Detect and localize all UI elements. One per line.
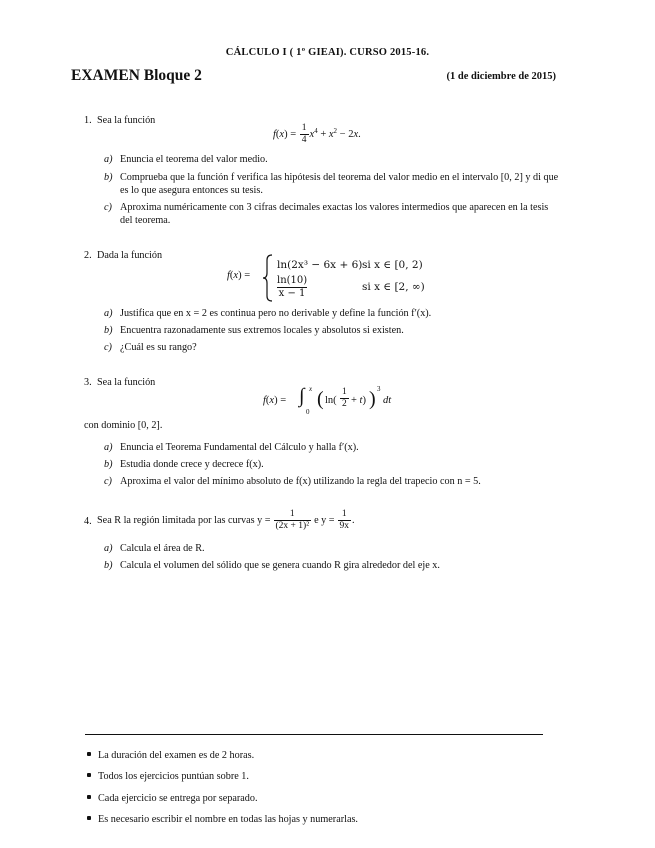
bullet-icon bbox=[87, 773, 91, 777]
item-label: b) bbox=[104, 325, 113, 336]
item-label: c) bbox=[104, 202, 112, 213]
problem-2-item-c bbox=[104, 341, 559, 354]
note-text: Es necesario escribir el nombre en todas las hojas y numerarlas. bbox=[98, 814, 358, 825]
problem-3-item-b bbox=[104, 458, 559, 471]
problem-4-intro: Sea R la región limitada por las curvas y = $\frac{1}{\text{(2x + 1)²}}$ e y = $\frac{1}{9x}$ . bbox=[97, 509, 355, 531]
item-label: b) bbox=[104, 560, 113, 571]
problem-1-intro: Sea la función bbox=[97, 115, 156, 126]
item-text: Justifica que en x = 2 es continua pero no derivable y define la función f′(x). bbox=[120, 308, 432, 319]
problem-2-number: 2. bbox=[84, 250, 92, 261]
left-brace-icon bbox=[262, 254, 274, 302]
item-text: Enuncia el Teorema Fundamental del Cálculo y halla f′(x). bbox=[120, 442, 359, 453]
exam-date: (1 de diciembre de 2015) bbox=[446, 71, 556, 82]
item-text: Calcula el área de R. bbox=[120, 543, 205, 554]
item-text: Aproxima el valor del mínimo absoluto de f(x) utilizando la regla del trapecio con n = 5. bbox=[120, 476, 481, 487]
problem-4-item-a bbox=[104, 542, 559, 555]
problem-1-item-b bbox=[104, 171, 559, 197]
exam-page: CÁLCULO I ( 1º GIEAI). CURSO 2015-16. EXAMEN Bloque 2 (1 de diciembre de 2015) 1. Sea la función f(x) = $\frac{1}{4}$ $x^4 + x^2 - 2x$. a) Enuncia el teorema del valor medio. b) Comprueba que la función f verifica las hipótesis del teorema del valor medio en el intervalo [0, 2] y di que es lo que asegura entonces su tesis. c) Aproxima numéricamente con 3 cifras decimales exactas los valores intermedios que aparecen en la tesis del teorema. 2. Dada la función f(x) = ln(2x³ − 6x + 6) si x ∈ [0, 2) $\frac{\ln(10)}{x - 1}$ si x ∈ [2, ∞) a) Justifica que en x = 2 es continua pero no derivable y define la función f′(x). b) Encuentra razonadamente sus extremos locales y absolutos si existen. c) ¿Cuál es su rango? 3. Sea la función f(x) = ∫ x 0 ( ln( $\frac{1}{2}$ + t) ) 3 dt con dominio [0, 2]. a) Enuncia el Teorema Fundamental del Cálculo y halla f′(x). b) Estudia donde crece y decrece f(x). c) Aproxima el valor del mínimo absoluto de f(x) utilizando la regla del trapecio con n = 5. 4. Sea R la región limitada por las curvas y = $\frac{1}{\text{(2x + 1)²}}$ e y = $\frac{1}{9x}$ . a) Calcula el área de R. b) Calcula el volumen del sólido que se genera cuando R gira alrededor del eje x. La duración del examen es de 2 horas. Todos los ejercicios puntúan sobre 1. Cada ejercicio se entrega por separado. Es necesario escribir el nombre en todas las hojas y numerarlas. bbox=[0, 0, 655, 848]
item-text: Estudia donde crece y decrece f(x). bbox=[120, 459, 264, 470]
item-label: a) bbox=[104, 154, 113, 165]
item-label: c) bbox=[104, 476, 112, 487]
item-label: a) bbox=[104, 543, 113, 554]
item-label: a) bbox=[104, 442, 113, 453]
problem-3-intro: Sea la función bbox=[97, 377, 156, 388]
problem-4-intro-a: Sea R la región limitada por las curvas y = bbox=[97, 515, 271, 526]
note-item bbox=[87, 793, 258, 804]
problem-2-piece-1: ln(2x³ − 6x + 6) bbox=[277, 259, 363, 271]
item-label: a) bbox=[104, 308, 113, 319]
note-item bbox=[87, 814, 358, 825]
problem-2-intro: Dada la función bbox=[97, 250, 163, 261]
item-text: ¿Cuál es su rango? bbox=[120, 342, 197, 353]
problem-3-item-c bbox=[104, 475, 559, 488]
bullet-icon bbox=[87, 816, 91, 820]
piece-2-denominator: x − 1 bbox=[278, 288, 306, 299]
bullet-icon bbox=[87, 795, 91, 799]
item-text: Encuentra razonadamente sus extremos locales y absolutos si existen. bbox=[120, 325, 404, 336]
note-text: Todos los ejercicios puntúan sobre 1. bbox=[98, 771, 249, 782]
problem-4-intro-mid: e y = bbox=[314, 515, 335, 526]
problem-1-item-c bbox=[104, 201, 559, 227]
item-label: c) bbox=[104, 342, 112, 353]
exam-title: EXAMEN Bloque 2 bbox=[71, 67, 202, 84]
problem-3-item-a bbox=[104, 441, 559, 454]
course-header: CÁLCULO I ( 1º GIEAI). CURSO 2015-16. bbox=[225, 47, 430, 58]
problem-2-cond-2: si x ∈ [2, ∞) bbox=[362, 281, 425, 293]
problem-1-item-a bbox=[104, 153, 559, 166]
problem-2-item-b bbox=[104, 324, 559, 337]
note-item bbox=[87, 771, 249, 782]
item-label: b) bbox=[104, 459, 113, 470]
problem-4-number: 4. bbox=[84, 516, 92, 527]
problem-1-formula: f(x) = $\frac{1}{4}$ $x^4 + x^2 - 2x$. bbox=[273, 123, 361, 145]
item-label: b) bbox=[104, 172, 113, 183]
bullet-icon bbox=[87, 752, 91, 756]
item-text: Calcula el volumen del sólido que se genera cuando R gira alrededor del eje x. bbox=[120, 560, 440, 571]
item-text: Comprueba que la función f verifica las hipótesis del teorema del valor medio en el intervalo [0, 2] y di que es lo que asegura entonces su tesis. bbox=[120, 172, 559, 196]
curve-2-numerator: 1 bbox=[341, 509, 347, 519]
problem-2-piece-2 bbox=[277, 275, 307, 300]
curve-2-denominator: 9x bbox=[339, 521, 350, 531]
piece-2-numerator: ln(10) bbox=[277, 275, 308, 286]
problem-2-item-a bbox=[104, 307, 559, 320]
curve-1-denominator: (2x + 1)² bbox=[275, 521, 310, 531]
note-text: La duración del examen es de 2 horas. bbox=[98, 750, 255, 761]
problem-4-item-b bbox=[104, 559, 559, 572]
problem-1-number: 1. bbox=[84, 115, 92, 126]
problem-2-cond-1: si x ∈ [0, 2) bbox=[362, 259, 423, 271]
curve-1-numerator: 1 bbox=[289, 509, 295, 519]
problem-2-fx: f(x) = bbox=[227, 270, 251, 281]
integral-icon: ∫ bbox=[299, 385, 305, 407]
problem-3-number: 3. bbox=[84, 377, 92, 388]
problem-3-domain: con dominio [0, 2]. bbox=[84, 420, 163, 431]
item-text: Aproxima numéricamente con 3 cifras decimales exactas los valores intermedios que aparecen en la tesis del teorema. bbox=[120, 202, 549, 226]
note-text: Cada ejercicio se entrega por separado. bbox=[98, 793, 258, 804]
note-item bbox=[87, 750, 254, 761]
separator-rule bbox=[85, 734, 543, 735]
item-text: Enuncia el teorema del valor medio. bbox=[120, 154, 268, 165]
